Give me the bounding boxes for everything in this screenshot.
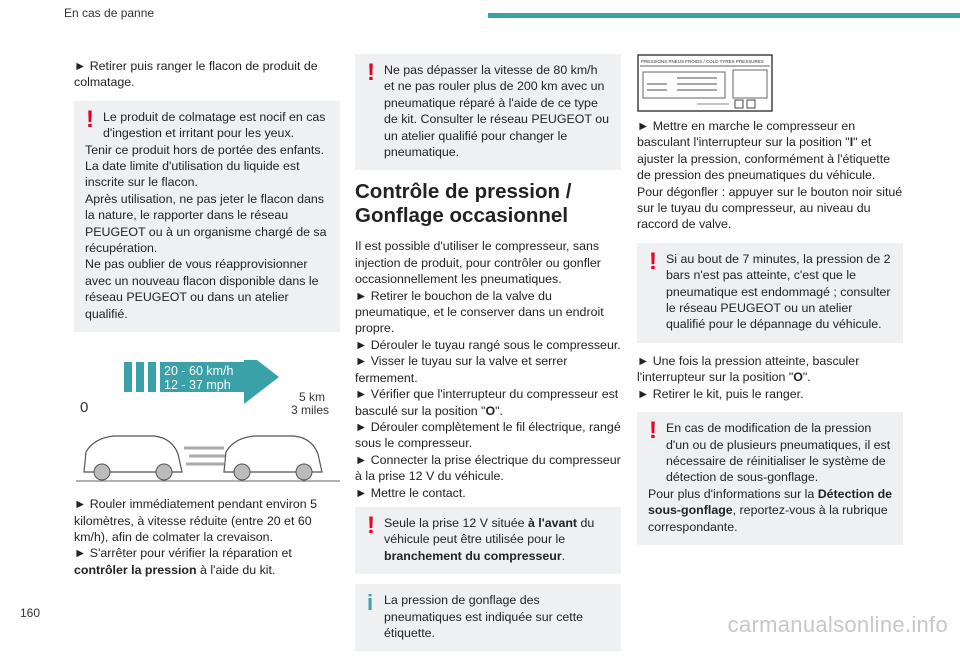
warning-icon: ! xyxy=(367,511,375,539)
text-run: Pour plus d'informations sur la xyxy=(648,486,818,501)
intro-text: Il est possible d'utiliser le compresseur, sans injection de produit, pour contrôler ou gonfler occasionnellement les pneumatiques. xyxy=(355,239,601,287)
text-run: du véhicule peut être utilisée pour le xyxy=(384,515,595,547)
tyre-label-illustration xyxy=(637,54,773,112)
bold-text: I xyxy=(849,135,854,150)
label-header: PRESSIONS PNEUS FROIDS / COLD TYRES PRESSURES xyxy=(641,59,764,64)
column-2 xyxy=(355,54,621,661)
warning-text: Après utilisation, ne pas jeter le flacon dans la nature, le rapporter dans le réseau PEUGEOT ou à un organisme chargé de sa récupération. xyxy=(85,191,327,256)
text-run: . xyxy=(561,548,566,563)
step-remove-bottle: ► Retirer puis ranger le flacon de produit de colmatage. xyxy=(74,59,318,90)
text-run: ► Vérifier que l'interrupteur du compresseur est basculé sur la position " xyxy=(355,387,619,418)
bold-text: O xyxy=(485,403,496,418)
text-run: ► Une fois la pression atteinte, basculer l'interrupteur sur la position " xyxy=(637,353,860,385)
text-run: " et ajuster la pression, conformément à l'étiquette de pression des pneumatiques du véhicule. Pour dégonfler : appuyer sur le bouton noir situé sur le tuyau du compresseur, au niveau du raccord de valve. xyxy=(637,135,903,232)
warning-icon: ! xyxy=(367,59,375,86)
info-text: La pression de gonflage des pneumatiques est indiquée sur cette étiquette. xyxy=(384,593,584,640)
text-run: ". xyxy=(802,370,811,385)
warning-icon: ! xyxy=(649,417,657,445)
speed-kmh-label: 20 - 60 km/h xyxy=(164,364,234,379)
distance-miles-label: 3 miles xyxy=(291,403,330,418)
warning-box-reset xyxy=(637,412,903,545)
step-start-compressor xyxy=(637,118,903,233)
page-number: 160 xyxy=(20,606,41,620)
column-1 xyxy=(74,58,340,578)
warning-text: En cas de modification de la pression d'un ou de plusieurs pneumatiques, il est nécessaire de réinitialiser le système de détection de sous-gonflage. xyxy=(666,421,891,485)
text-run: à l'aide du kit. xyxy=(196,562,276,577)
warning-box-sealant xyxy=(74,101,340,332)
bold-text: branchement du compresseur xyxy=(384,548,562,563)
info-icon: i xyxy=(367,590,374,616)
text-run: Seule la prise 12 V située xyxy=(384,515,528,530)
info-box-label xyxy=(355,584,621,651)
driving-illustration xyxy=(74,360,340,482)
section-title: En cas de panne xyxy=(64,6,155,20)
header-accent-bar xyxy=(488,13,960,18)
step-stop-check xyxy=(74,545,340,578)
speed-mph-label: 12 - 37 mph xyxy=(164,378,231,393)
bold-text: Détection de sous-gonflage xyxy=(648,486,893,518)
warning-text: Ne pas dépasser la vitesse de 80 km/h et ne pas rouler plus de 200 km avec un pneumatique réparé à l'aide de ce type de kit. Consulter le réseau PEUGEOT ou un atelier qualifié pour changer le pneumatique. xyxy=(384,63,609,160)
text-run: ► Mettre en marche le compresseur en basculant l'interrupteur sur la position " xyxy=(637,119,856,150)
text-run: ". xyxy=(495,403,503,418)
step-switch-off xyxy=(637,353,903,386)
column-3 xyxy=(637,54,903,555)
warning-text xyxy=(648,486,893,535)
warning-box-speed xyxy=(355,54,621,170)
watermark: carmanualsonline.info xyxy=(727,612,948,637)
text-run: ► S'arrêter pour vérifier la réparation et xyxy=(74,546,292,561)
bold-text: à l'avant xyxy=(527,515,578,530)
warning-box-socket xyxy=(355,507,621,574)
warning-text: Si au bout de 7 minutes, la pression de 2 bars n'est pas atteinte, c'est que le pneumatique est endommagé ; consulter le réseau PEUGEOT ou un atelier qualifié pour le dépannage du véhicule. xyxy=(666,251,891,332)
warning-text xyxy=(366,511,611,564)
bold-text: contrôler la pression xyxy=(74,562,197,577)
step-drive: ► Rouler immédiatement pendant environ 5 kilomètres, à vitesse réduite (entre 20 et 60 km/h), afin de colmater la crevaison. xyxy=(74,497,317,544)
step: ► Connecter la prise électrique du compresseur à la prise 12 V du véhicule. xyxy=(355,452,621,484)
warning-text: Ne pas oublier de vous réapprovisionner avec un nouveau flacon disponible dans le réseau PEUGEOT ou dans un atelier qualifié. xyxy=(85,257,319,321)
section-heading: Contrôle de pression / Gonflage occasionnel xyxy=(355,180,572,228)
step: ► Dérouler complètement le fil électrique, rangé sous le compresseur. xyxy=(355,419,621,451)
start-zero-label: 0 xyxy=(80,399,89,417)
warning-icon: ! xyxy=(649,247,657,275)
warning-icon: ! xyxy=(86,105,94,133)
driving-figure xyxy=(74,360,340,482)
warning-text: La date limite d'utilisation du liquide est inscrite sur le flacon. xyxy=(85,159,300,190)
step: ► Retirer le bouchon de la valve du pneumatique, et le conserver dans un endroit propre. xyxy=(355,288,604,336)
warning-text: Tenir ce produit hors de portée des enfants. xyxy=(85,142,325,157)
step: ► Mettre le contact. xyxy=(355,485,466,500)
step: ► Visser le tuyau sur la valve et serrer fermement. xyxy=(355,354,568,385)
step: ► Dérouler le tuyau rangé sous le compresseur. xyxy=(355,337,621,352)
distance-km-label: 5 km xyxy=(299,390,326,405)
step-remove-kit: ► Retirer le kit, puis le ranger. xyxy=(637,386,804,401)
text-run: , reportez-vous à la rubrique correspondante. xyxy=(648,503,888,534)
warning-text: Le produit de colmatage est nocif en cas d'ingestion et irritant pour les yeux. xyxy=(103,109,326,141)
bold-text: O xyxy=(793,370,803,385)
tyre-pressure-label-figure xyxy=(637,54,903,114)
warning-box-pressure xyxy=(637,243,903,343)
step-switch-off xyxy=(355,386,621,419)
